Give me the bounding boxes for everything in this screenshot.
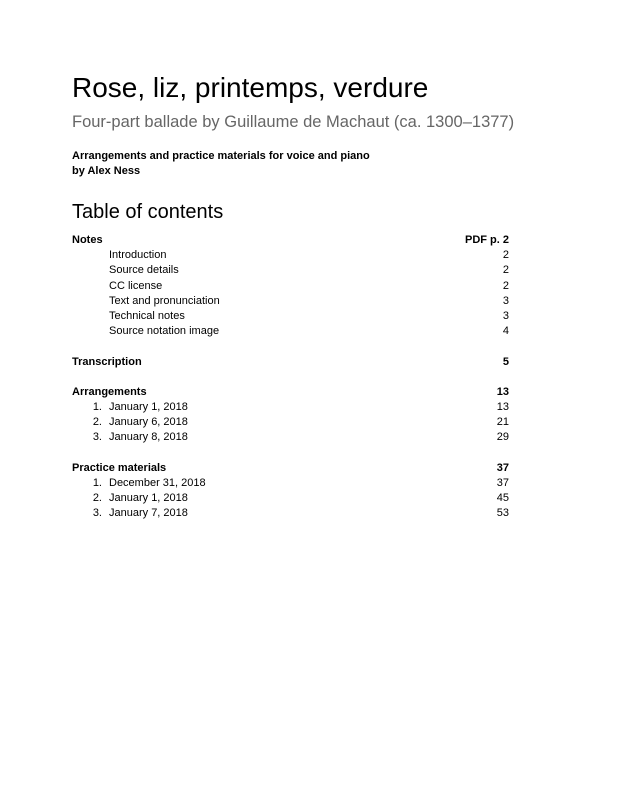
toc-section-practice-materials[interactable]: [72, 461, 509, 476]
toc-entry-page: 45: [496, 492, 509, 505]
toc-section-label: Practice materials: [72, 461, 167, 474]
toc-entry-page: 2: [502, 264, 509, 277]
toc-entry-label: January 7, 2018: [109, 507, 188, 520]
toc-entry-arrangement-2[interactable]: [72, 415, 509, 430]
toc-entry-label: Technical notes: [109, 309, 185, 322]
document-subtitle: Four-part ballade by Guillaume de Machaut (ca. 1300–1377): [72, 113, 515, 131]
toc-entry-page: 13: [496, 401, 509, 414]
toc-entry-page: 53: [496, 507, 509, 520]
toc-entry-label: Source notation image: [109, 325, 220, 338]
toc-entry-arrangement-1[interactable]: [72, 400, 509, 415]
document-title: Rose, liz, printemps, verdure: [72, 72, 429, 103]
toc-entry-page: 4: [502, 325, 509, 338]
toc-entry-introduction[interactable]: [72, 248, 509, 263]
toc-entry-page: 3: [502, 294, 509, 307]
toc-entry-label: December 31, 2018: [109, 477, 206, 489]
toc-entry-practice-2[interactable]: [72, 491, 509, 506]
toc-entry-index: 1.: [92, 477, 102, 489]
toc-section-page: 37: [496, 461, 509, 474]
toc-entry-page: 3: [502, 309, 509, 322]
byline-description: Arrangements and practice materials for voice and piano: [72, 150, 370, 162]
toc-entry-source-details[interactable]: [72, 263, 509, 278]
toc-entry-page: 2: [502, 249, 509, 262]
byline-author: by Alex Ness: [72, 165, 141, 177]
toc-entry-label: January 6, 2018: [109, 416, 188, 429]
toc-entry-label: Text and pronunciation: [109, 294, 220, 307]
toc-section-label: Arrangements: [72, 385, 147, 398]
toc-entry-cc-license[interactable]: [72, 279, 509, 294]
toc-spacer: [72, 446, 509, 461]
toc-entry-index: 1.: [92, 401, 102, 414]
toc-entry-index: 3.: [92, 431, 102, 444]
toc-entry-label: Source details: [109, 264, 179, 277]
toc-section-page: PDF p. 2: [464, 234, 509, 246]
toc-section-arrangements[interactable]: [72, 385, 509, 400]
toc-entry-technical-notes[interactable]: [72, 309, 509, 324]
toc-entry-page: 21: [496, 416, 509, 429]
toc-entry-text-and-pronunciation[interactable]: [72, 294, 509, 309]
toc-entry-label: January 1, 2018: [109, 492, 188, 505]
toc-entry-practice-1[interactable]: [72, 476, 509, 491]
toc-entry-index: 2.: [92, 416, 102, 429]
toc-section-notes[interactable]: [72, 233, 509, 248]
toc-spacer: [72, 370, 509, 385]
toc-entry-label: January 1, 2018: [109, 401, 188, 414]
toc-entry-page: 29: [496, 431, 509, 444]
toc-section-transcription[interactable]: [72, 355, 509, 370]
toc-entry-arrangement-3[interactable]: [72, 430, 509, 445]
toc-entry-practice-3[interactable]: [72, 506, 509, 521]
byline: [72, 149, 370, 179]
toc-entry-label: Introduction: [109, 249, 167, 262]
toc-entry-page: 37: [496, 477, 509, 489]
toc-section-page: 13: [496, 385, 509, 398]
toc-entry-source-notation-image[interactable]: [72, 324, 509, 339]
toc-section-page: 5: [502, 355, 509, 368]
toc-entry-index: 2.: [92, 492, 102, 505]
toc-entry-label: CC license: [109, 279, 163, 292]
toc-entry-index: 3.: [92, 507, 102, 520]
toc-spacer: [72, 339, 509, 354]
table-of-contents: [72, 233, 509, 522]
toc-entry-label: January 8, 2018: [109, 431, 188, 444]
toc-section-label: Transcription: [72, 355, 142, 368]
toc-entry-page: 2: [502, 279, 509, 292]
toc-heading: Table of contents: [72, 201, 224, 223]
toc-section-label: Notes: [72, 234, 103, 246]
